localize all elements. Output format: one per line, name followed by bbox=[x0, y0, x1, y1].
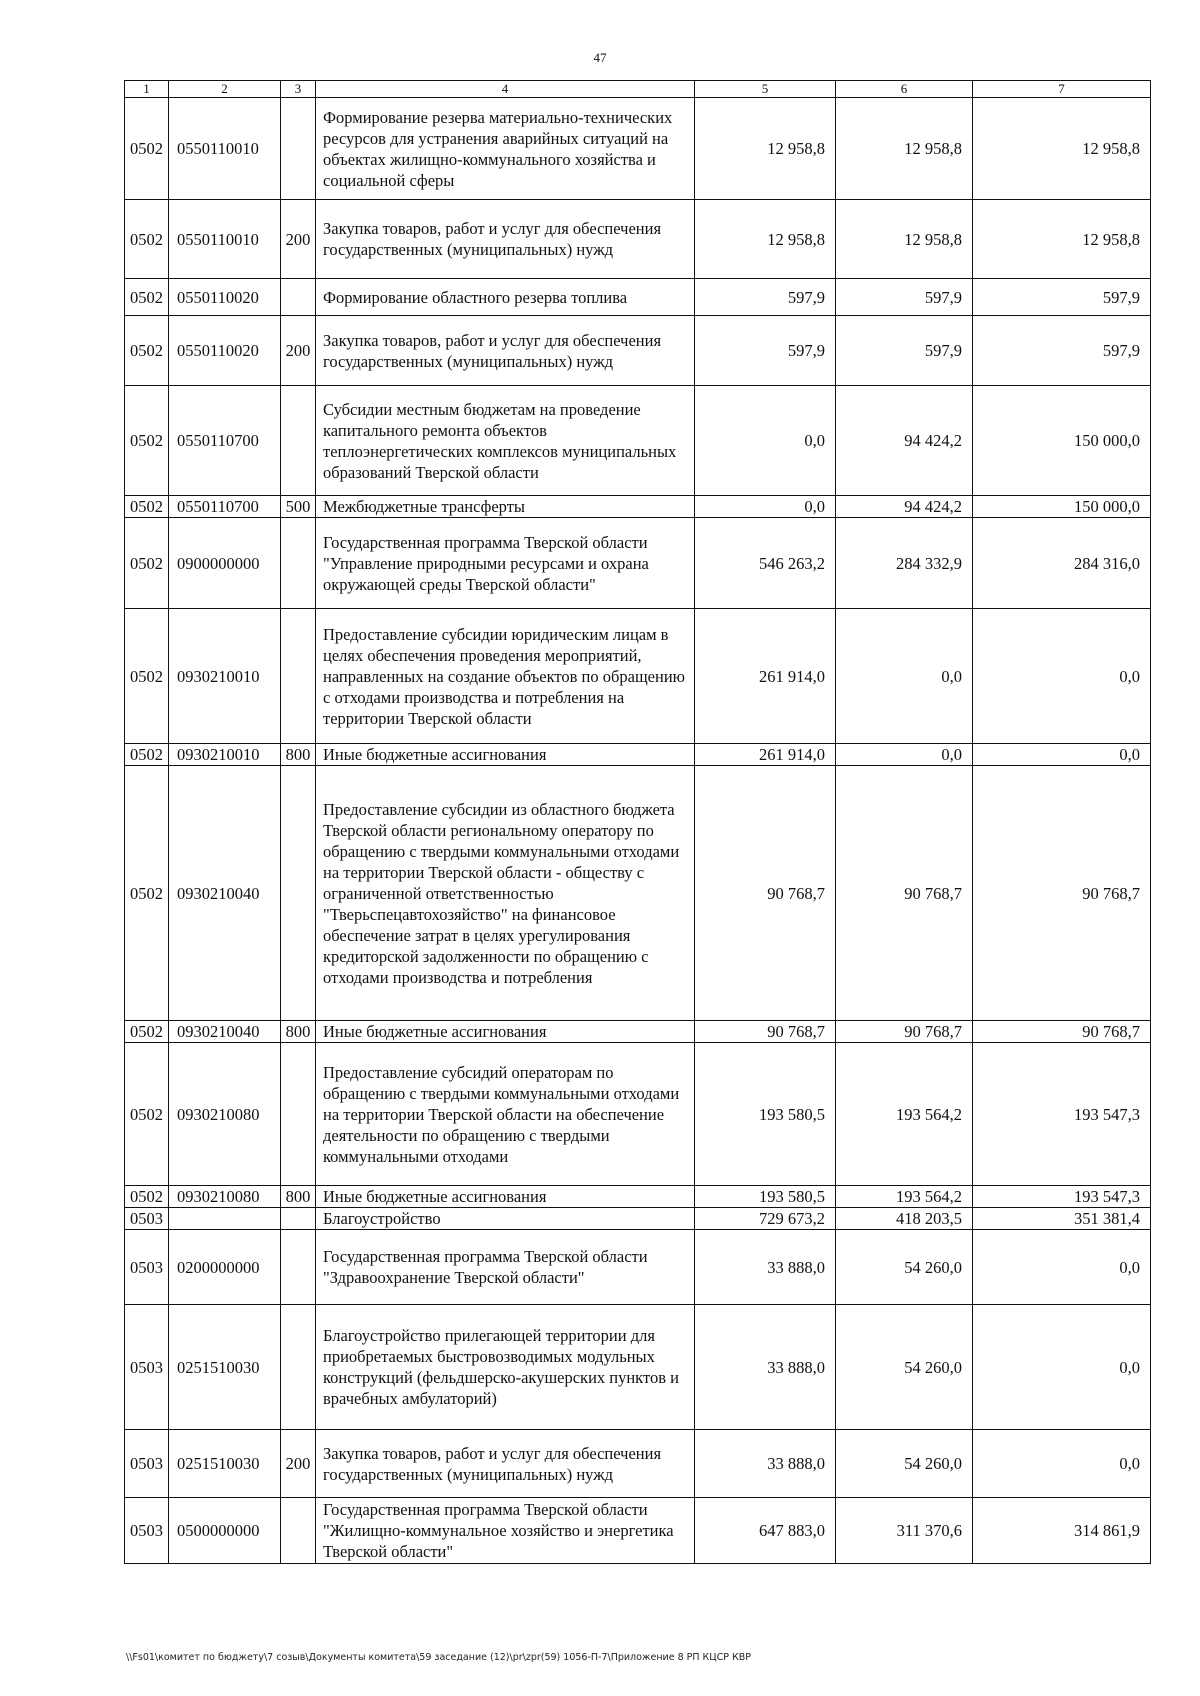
amount-col7: 0,0 bbox=[973, 744, 1151, 766]
amount-col6: 94 424,2 bbox=[836, 496, 973, 518]
section-code: 0502 bbox=[125, 496, 169, 518]
table-row bbox=[125, 1043, 1151, 1186]
column-header: 5 bbox=[695, 81, 836, 98]
item-name: Иные бюджетные ассигнования bbox=[316, 1021, 695, 1043]
expense-kind-code bbox=[281, 1305, 316, 1430]
table-row bbox=[125, 1430, 1151, 1498]
item-name: Субсидии местным бюджетам на проведение капитального ремонта объектов теплоэнергетических комплексов муниципальных образований Тверской области bbox=[316, 386, 695, 496]
target-article-code: 0900000000 bbox=[169, 518, 281, 609]
column-header: 7 bbox=[973, 81, 1151, 98]
section-code: 0503 bbox=[125, 1230, 169, 1305]
item-name: Предоставление субсидии юридическим лицам в целях обеспечения проведения мероприятий, направленных на создание объектов по обращению с отходами производства и потребления на территории Тверской области bbox=[316, 609, 695, 744]
amount-col6: 418 203,5 bbox=[836, 1208, 973, 1230]
page-number: 47 bbox=[593, 50, 607, 65]
target-article-code: 0251510030 bbox=[169, 1305, 281, 1430]
target-article-code: 0500000000 bbox=[169, 1498, 281, 1564]
expense-kind-code bbox=[281, 1043, 316, 1186]
item-name: Закупка товаров, работ и услуг для обеспечения государственных (муниципальных) нужд bbox=[316, 1430, 695, 1498]
table-row bbox=[125, 1186, 1151, 1208]
item-name: Предоставление субсидий операторам по обращению с твердыми коммунальными отходами на территории Тверской области на обеспечение деятельности по обращению с твердыми коммунальными отходами bbox=[316, 1043, 695, 1186]
table-row bbox=[125, 496, 1151, 518]
item-name: Государственная программа Тверской области "Управление природными ресурсами и охрана окружающей среды Тверской области" bbox=[316, 518, 695, 609]
target-article-code: 0550110700 bbox=[169, 496, 281, 518]
amount-col5: 90 768,7 bbox=[695, 766, 836, 1021]
amount-col7: 597,9 bbox=[973, 316, 1151, 386]
amount-col7: 314 861,9 bbox=[973, 1498, 1151, 1564]
expense-kind-code: 200 bbox=[281, 200, 316, 279]
amount-col5: 90 768,7 bbox=[695, 1021, 836, 1043]
item-name: Иные бюджетные ассигнования bbox=[316, 744, 695, 766]
amount-col6: 311 370,6 bbox=[836, 1498, 973, 1564]
section-code: 0502 bbox=[125, 766, 169, 1021]
target-article-code: 0930210040 bbox=[169, 1021, 281, 1043]
amount-col6: 0,0 bbox=[836, 609, 973, 744]
target-article-code: 0550110020 bbox=[169, 279, 281, 316]
table-row bbox=[125, 316, 1151, 386]
amount-col5: 33 888,0 bbox=[695, 1305, 836, 1430]
amount-col6: 12 958,8 bbox=[836, 98, 973, 200]
expense-kind-code bbox=[281, 1208, 316, 1230]
target-article-code: 0930210040 bbox=[169, 766, 281, 1021]
amount-col7: 0,0 bbox=[973, 1230, 1151, 1305]
amount-col5: 597,9 bbox=[695, 279, 836, 316]
amount-col7: 12 958,8 bbox=[973, 98, 1151, 200]
table-row bbox=[125, 1208, 1151, 1230]
amount-col5: 12 958,8 bbox=[695, 98, 836, 200]
amount-col7: 0,0 bbox=[973, 609, 1151, 744]
target-article-code: 0550110700 bbox=[169, 386, 281, 496]
table-row bbox=[125, 1498, 1151, 1564]
amount-col6: 54 260,0 bbox=[836, 1230, 973, 1305]
amount-col6: 193 564,2 bbox=[836, 1186, 973, 1208]
amount-col7: 193 547,3 bbox=[973, 1186, 1151, 1208]
item-name: Государственная программа Тверской области "Здравоохранение Тверской области" bbox=[316, 1230, 695, 1305]
target-article-code: 0930210080 bbox=[169, 1043, 281, 1186]
table-row bbox=[125, 1021, 1151, 1043]
item-name: Закупка товаров, работ и услуг для обеспечения государственных (муниципальных) нужд bbox=[316, 316, 695, 386]
amount-col6: 90 768,7 bbox=[836, 1021, 973, 1043]
amount-col7: 150 000,0 bbox=[973, 386, 1151, 496]
column-header: 1 bbox=[125, 81, 169, 98]
section-code: 0502 bbox=[125, 98, 169, 200]
target-article-code bbox=[169, 1208, 281, 1230]
expense-kind-code bbox=[281, 386, 316, 496]
expense-kind-code bbox=[281, 1498, 316, 1564]
amount-col5: 0,0 bbox=[695, 386, 836, 496]
expense-kind-code: 800 bbox=[281, 1021, 316, 1043]
amount-col6: 0,0 bbox=[836, 744, 973, 766]
amount-col6: 54 260,0 bbox=[836, 1430, 973, 1498]
expense-kind-code bbox=[281, 279, 316, 316]
amount-col5: 12 958,8 bbox=[695, 200, 836, 279]
target-article-code: 0550110020 bbox=[169, 316, 281, 386]
amount-col5: 33 888,0 bbox=[695, 1230, 836, 1305]
amount-col5: 729 673,2 bbox=[695, 1208, 836, 1230]
expense-kind-code bbox=[281, 609, 316, 744]
expense-kind-code: 800 bbox=[281, 1186, 316, 1208]
item-name: Закупка товаров, работ и услуг для обеспечения государственных (муниципальных) нужд bbox=[316, 200, 695, 279]
item-name: Государственная программа Тверской области "Жилищно-коммунальное хозяйство и энергетика Тверской области" bbox=[316, 1498, 695, 1564]
expense-kind-code bbox=[281, 98, 316, 200]
amount-col7: 12 958,8 bbox=[973, 200, 1151, 279]
column-header: 2 bbox=[169, 81, 281, 98]
section-code: 0502 bbox=[125, 609, 169, 744]
amount-col7: 150 000,0 bbox=[973, 496, 1151, 518]
section-code: 0502 bbox=[125, 518, 169, 609]
amount-col5: 33 888,0 bbox=[695, 1430, 836, 1498]
amount-col5: 546 263,2 bbox=[695, 518, 836, 609]
table-row bbox=[125, 518, 1151, 609]
column-header: 3 bbox=[281, 81, 316, 98]
item-name: Иные бюджетные ассигнования bbox=[316, 1186, 695, 1208]
amount-col6: 90 768,7 bbox=[836, 766, 973, 1021]
amount-col5: 597,9 bbox=[695, 316, 836, 386]
column-header: 6 bbox=[836, 81, 973, 98]
target-article-code: 0930210010 bbox=[169, 609, 281, 744]
table-row bbox=[125, 98, 1151, 200]
item-name: Благоустройство прилегающей территории для приобретаемых быстровозводимых модульных конструкций (фельдшерско-акушерских пунктов и врачебных амбулаторий) bbox=[316, 1305, 695, 1430]
section-code: 0502 bbox=[125, 1021, 169, 1043]
target-article-code: 0200000000 bbox=[169, 1230, 281, 1305]
table-row bbox=[125, 1230, 1151, 1305]
item-name: Формирование областного резерва топлива bbox=[316, 279, 695, 316]
amount-col7: 597,9 bbox=[973, 279, 1151, 316]
table-row bbox=[125, 609, 1151, 744]
amount-col6: 12 958,8 bbox=[836, 200, 973, 279]
item-name: Благоустройство bbox=[316, 1208, 695, 1230]
amount-col7: 193 547,3 bbox=[973, 1043, 1151, 1186]
amount-col5: 0,0 bbox=[695, 496, 836, 518]
table-row bbox=[125, 200, 1151, 279]
target-article-code: 0550110010 bbox=[169, 200, 281, 279]
section-code: 0502 bbox=[125, 316, 169, 386]
amount-col5: 193 580,5 bbox=[695, 1186, 836, 1208]
table-row bbox=[125, 744, 1151, 766]
amount-col7: 90 768,7 bbox=[973, 1021, 1151, 1043]
amount-col5: 193 580,5 bbox=[695, 1043, 836, 1186]
amount-col6: 597,9 bbox=[836, 316, 973, 386]
amount-col7: 0,0 bbox=[973, 1305, 1151, 1430]
table-row bbox=[125, 279, 1151, 316]
target-article-code: 0930210010 bbox=[169, 744, 281, 766]
target-article-code: 0930210080 bbox=[169, 1186, 281, 1208]
item-name: Предоставление субсидии из областного бюджета Тверской области региональному оператору по обращению с твердыми коммунальными отходами на территории Тверской области - обществу с ограниченной ответственностью "Тверьспецавтохозяйство" на финансовое обеспечение затрат в целях урегулирования кредиторской задолженности по обращению с отходами производства и потребления bbox=[316, 766, 695, 1021]
expense-kind-code: 200 bbox=[281, 316, 316, 386]
section-code: 0503 bbox=[125, 1208, 169, 1230]
expense-kind-code bbox=[281, 1230, 316, 1305]
column-number-row bbox=[125, 81, 1151, 98]
amount-col6: 94 424,2 bbox=[836, 386, 973, 496]
amount-col6: 284 332,9 bbox=[836, 518, 973, 609]
amount-col5: 261 914,0 bbox=[695, 609, 836, 744]
amount-col6: 193 564,2 bbox=[836, 1043, 973, 1186]
target-article-code: 0550110010 bbox=[169, 98, 281, 200]
amount-col7: 90 768,7 bbox=[973, 766, 1151, 1021]
item-name: Формирование резерва материально-технических ресурсов для устранения аварийных ситуаций на объектах жилищно-коммунального хозяйства и социальной сферы bbox=[316, 98, 695, 200]
expense-kind-code: 800 bbox=[281, 744, 316, 766]
section-code: 0502 bbox=[125, 1043, 169, 1186]
section-code: 0502 bbox=[125, 1186, 169, 1208]
section-code: 0503 bbox=[125, 1430, 169, 1498]
expense-kind-code bbox=[281, 518, 316, 609]
section-code: 0503 bbox=[125, 1498, 169, 1564]
target-article-code: 0251510030 bbox=[169, 1430, 281, 1498]
expense-kind-code bbox=[281, 766, 316, 1021]
file-path-footer: \\Fs01\комитет по бюджету\7 созыв\Документы комитета\59 заседание (12)\pr\zpr(59) 1056-П-7\Приложение 8 РП КЦСР КВР bbox=[126, 1652, 752, 1663]
amount-col6: 54 260,0 bbox=[836, 1305, 973, 1430]
item-name: Межбюджетные трансферты bbox=[316, 496, 695, 518]
amount-col7: 351 381,4 bbox=[973, 1208, 1151, 1230]
section-code: 0502 bbox=[125, 386, 169, 496]
budget-table bbox=[124, 80, 1151, 1564]
table-row bbox=[125, 766, 1151, 1021]
table-row bbox=[125, 1305, 1151, 1430]
expense-kind-code: 200 bbox=[281, 1430, 316, 1498]
amount-col7: 284 316,0 bbox=[973, 518, 1151, 609]
table-row bbox=[125, 386, 1151, 496]
amount-col5: 261 914,0 bbox=[695, 744, 836, 766]
column-header: 4 bbox=[316, 81, 695, 98]
amount-col7: 0,0 bbox=[973, 1430, 1151, 1498]
section-code: 0502 bbox=[125, 200, 169, 279]
amount-col6: 597,9 bbox=[836, 279, 973, 316]
section-code: 0502 bbox=[125, 744, 169, 766]
amount-col5: 647 883,0 bbox=[695, 1498, 836, 1564]
section-code: 0503 bbox=[125, 1305, 169, 1430]
section-code: 0502 bbox=[125, 279, 169, 316]
expense-kind-code: 500 bbox=[281, 496, 316, 518]
